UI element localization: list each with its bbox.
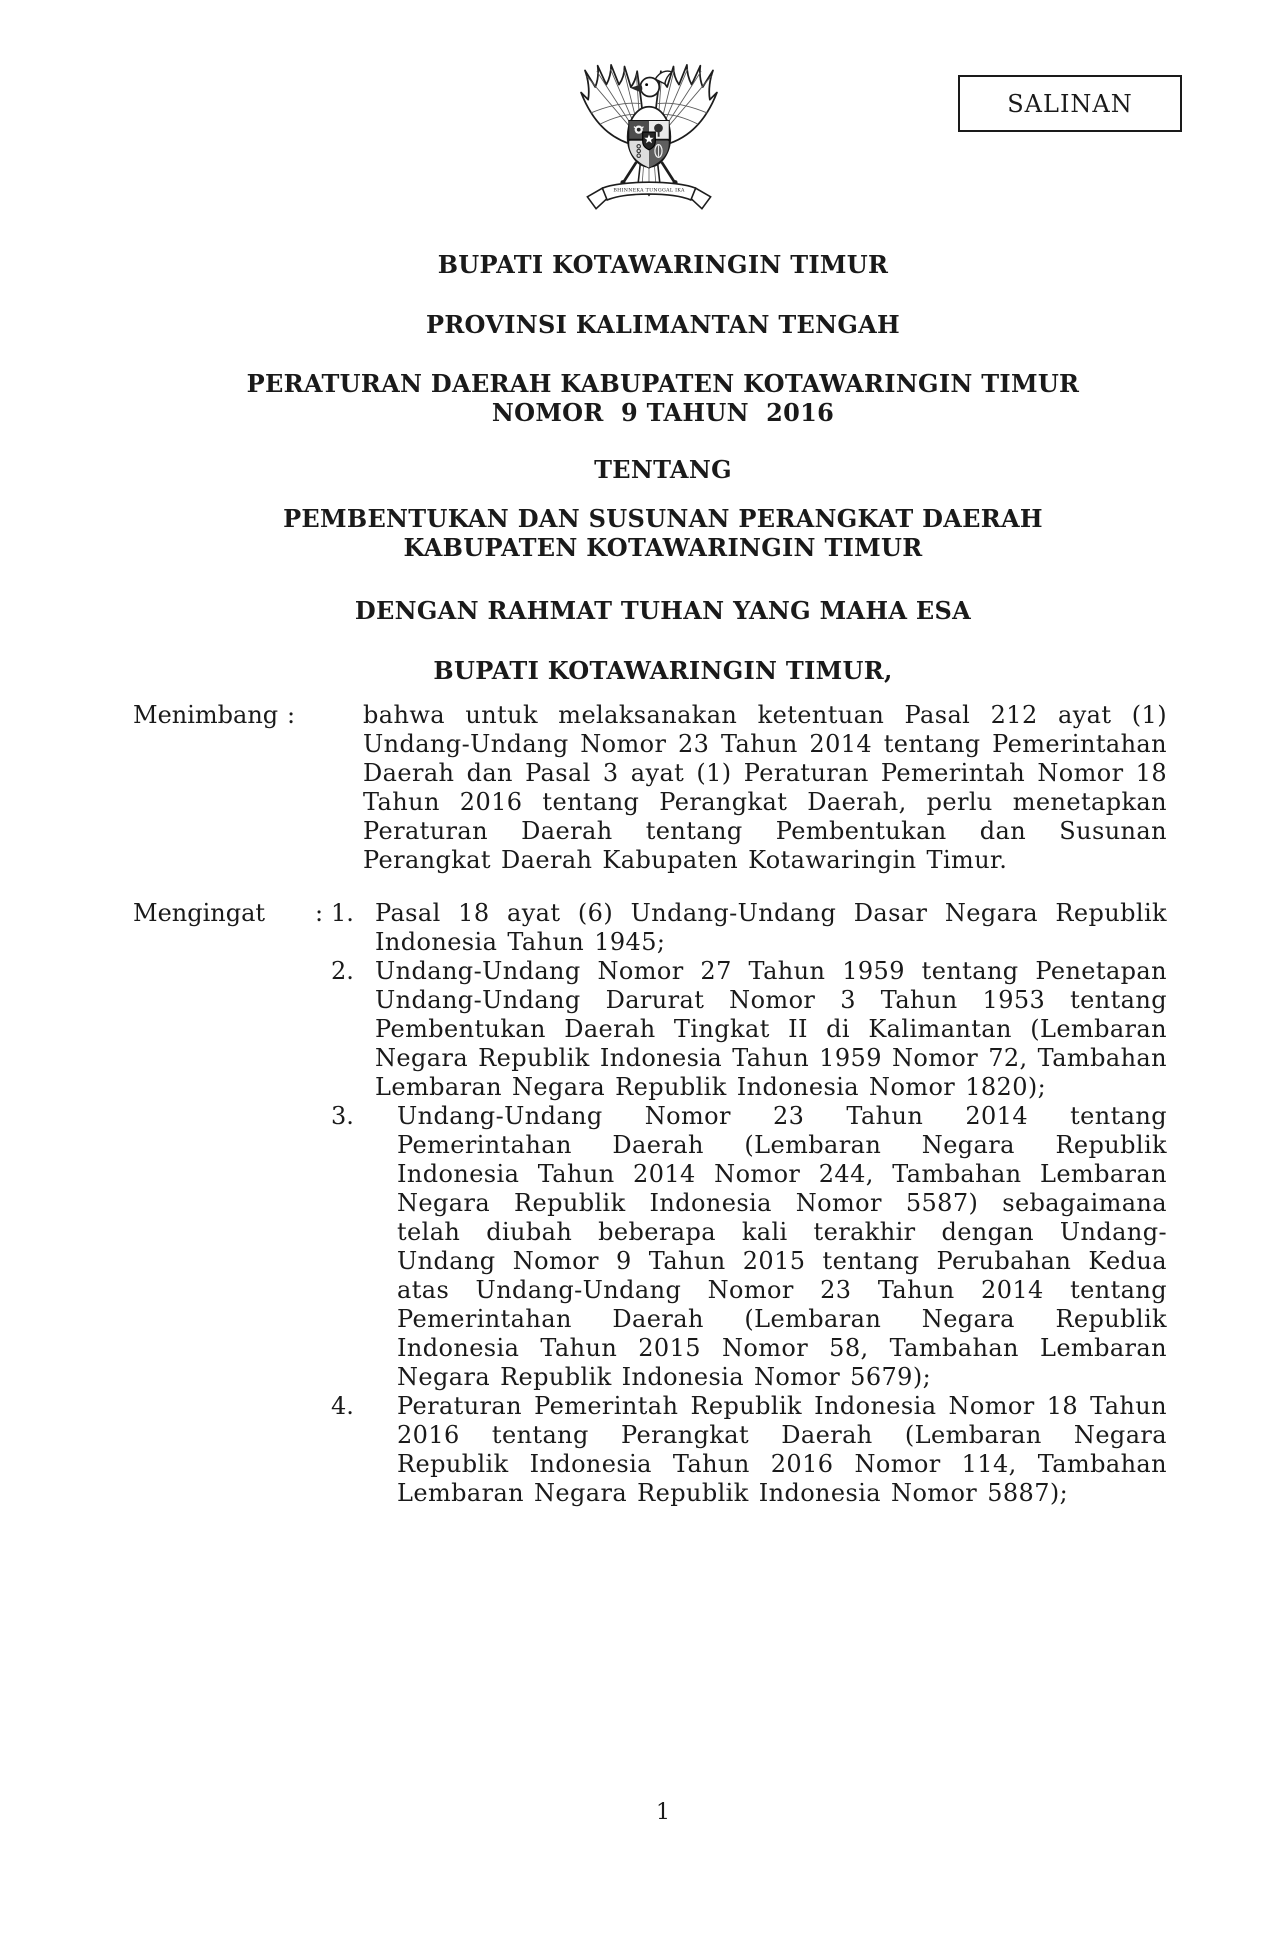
mengingat-reference-list bbox=[331, 899, 1167, 1508]
heading-about-label: TENTANG bbox=[594, 455, 732, 484]
menimbang-paragraph: bahwa untuk melaksanakan ketentuan Pasal 212 ayat (1) Undang-Undang Nomor 23 Tahun 2014 tentang Pemerintahan Daerah dan Pasal 3 ayat (1) Peraturan Pemerintah Nomor 18 Tahun 2016 tentang Perangkat Daerah, perlu menetapkan Peraturan Daerah tentang Pembentukan dan Susunan Perangkat Daerah Kabupaten Kotawaringin Timur. bbox=[363, 701, 1167, 874]
heading-enacting-authority: BUPATI KOTAWARINGIN TIMUR, bbox=[433, 656, 893, 685]
heading-invocation: DENGAN RAHMAT TUHAN YANG MAHA ESA bbox=[354, 596, 972, 625]
mengingat-label: Mengingat bbox=[133, 899, 266, 927]
heading-province: PROVINSI KALIMANTAN TENGAH bbox=[425, 310, 901, 339]
heading-subject-line2: KABUPATEN KOTAWARINGIN TIMUR bbox=[403, 533, 923, 562]
salinan-stamp-label: SALINAN bbox=[1007, 89, 1133, 118]
reference-number-2: 2. bbox=[331, 957, 354, 985]
reference-item-1 bbox=[331, 899, 1167, 957]
reference-text-3: Undang-Undang Nomor 23 Tahun 2014 tentang Pemerintahan Daerah (Lembaran Negara Republik Indonesia Tahun 2014 Nomor 244, Tambahan Lembaran Negara Republik Indonesia Nomor 5587) sebagaimana telah diubah beberapa kali terakhir dengan Undang-Undang Nomor 9 Tahun 2015 tentang Perubahan Kedua atas Undang-Undang Nomor 23 Tahun 2014 tentang Pemerintahan Daerah (Lembaran Negara Republik Indonesia Tahun 2015 Nomor 58, Tambahan Lembaran Negara Republik Indonesia Nomor 5679); bbox=[397, 1102, 1167, 1391]
reference-number-4: 4. bbox=[331, 1392, 354, 1420]
heading-title-line1: PERATURAN DAERAH KABUPATEN KOTAWARINGIN TIMUR bbox=[246, 369, 1080, 398]
emblem-banner-text: BHINNEKA TUNGGAL IKA bbox=[613, 188, 685, 194]
heading-authority: BUPATI KOTAWARINGIN TIMUR bbox=[437, 250, 889, 279]
heading-title-line2: NOMOR 9 TAHUN 2016 bbox=[491, 398, 835, 427]
reference-number-1: 1. bbox=[331, 899, 354, 927]
reference-text-2: Undang-Undang Nomor 27 Tahun 1959 tentang Penetapan Undang-Undang Darurat Nomor 3 Tahun 1953 tentang Pembentukan Daerah Tingkat II di Kalimantan (Lembaran Negara Republik Indonesia Tahun 1959 Nomor 72, Tambahan Lembaran Negara Republik Indonesia Nomor 1820); bbox=[375, 957, 1167, 1101]
heading-subject-line1: PEMBENTUKAN DAN SUSUNAN PERANGKAT DAERAH bbox=[283, 504, 1043, 533]
mengingat-colon: : bbox=[315, 899, 324, 927]
salinan-stamp bbox=[958, 75, 1182, 132]
reference-text-4: Peraturan Pemerintah Republik Indonesia Nomor 18 Tahun 2016 tentang Perangkat Daerah (Lembaran Negara Republik Indonesia Tahun 2016 Nomor 114, Tambahan Lembaran Negara Republik Indonesia Nomor 5887); bbox=[397, 1392, 1167, 1507]
garuda-pancasila-emblem bbox=[570, 64, 728, 238]
reference-item-4 bbox=[331, 1392, 1167, 1508]
reference-text-1: Pasal 18 ayat (6) Undang-Undang Dasar Negara Republik Indonesia Tahun 1945; bbox=[375, 899, 1167, 956]
reference-item-2 bbox=[331, 957, 1167, 1102]
reference-item-3 bbox=[331, 1102, 1167, 1392]
menimbang-colon: : bbox=[287, 701, 296, 729]
menimbang-label: Menimbang bbox=[133, 701, 279, 729]
page-number: 1 bbox=[656, 1800, 670, 1825]
reference-number-3: 3. bbox=[331, 1102, 354, 1130]
